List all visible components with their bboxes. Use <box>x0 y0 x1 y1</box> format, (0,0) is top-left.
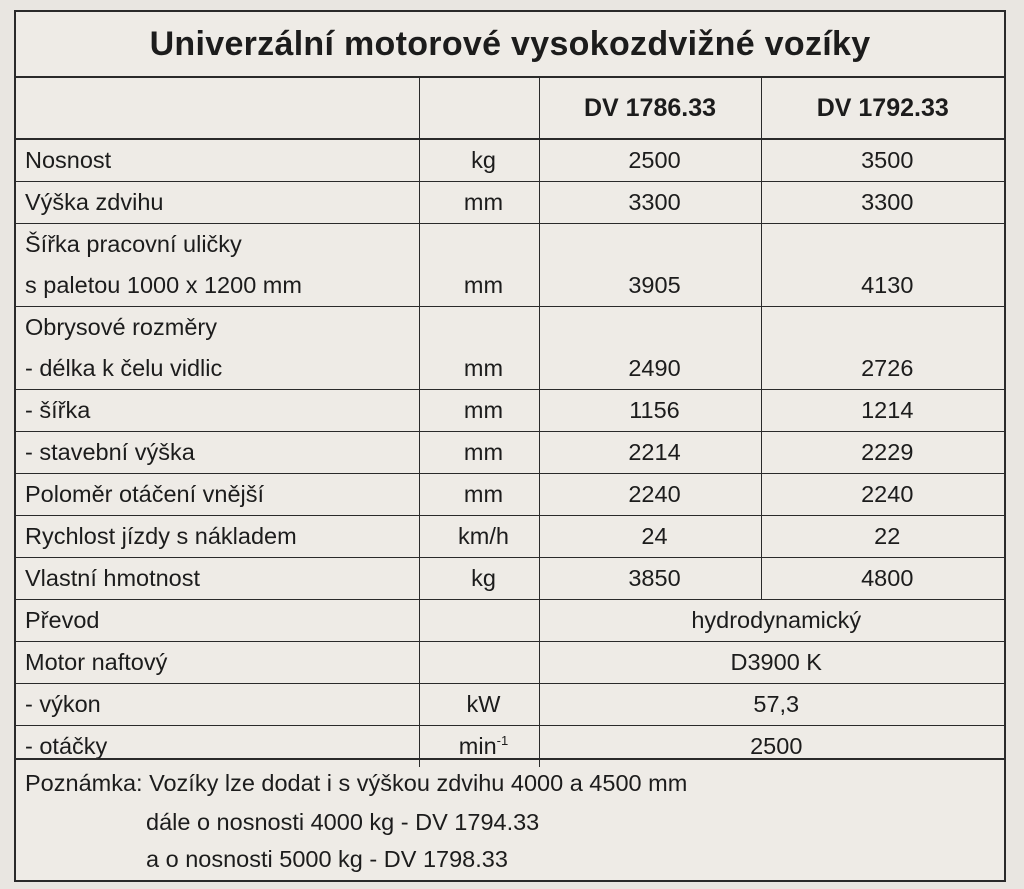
row-value-a: 24 <box>539 516 761 558</box>
row-value-b: 3300 <box>761 182 1004 224</box>
row-value-b <box>761 224 1004 266</box>
row-value-a: 2490 <box>539 348 761 390</box>
row-unit <box>419 224 539 266</box>
header-label-cell <box>16 78 419 139</box>
row-label: Motor naftový <box>16 642 419 684</box>
row-label: - délka k čelu vidlic <box>16 348 419 390</box>
row-unit <box>419 307 539 349</box>
row-value-a: 2240 <box>539 474 761 516</box>
header-unit-cell <box>419 78 539 139</box>
spec-sheet <box>14 10 1006 882</box>
header-model-a: DV 1786.33 <box>539 78 761 139</box>
row-value-a: 3905 <box>539 265 761 307</box>
table-row <box>16 684 1004 726</box>
footnote <box>16 758 1004 882</box>
table-row <box>16 516 1004 558</box>
table-row <box>16 474 1004 516</box>
table-row <box>16 182 1004 224</box>
row-value-b: 2726 <box>761 348 1004 390</box>
row-value-shared: 2500 <box>539 726 1004 768</box>
row-unit: mm <box>419 265 539 307</box>
row-value-b <box>761 307 1004 349</box>
row-unit <box>419 600 539 642</box>
row-value-a <box>539 224 761 266</box>
row-value-b: 1214 <box>761 390 1004 432</box>
row-unit: mm <box>419 348 539 390</box>
row-label: Šířka pracovní uličky <box>16 224 419 266</box>
row-value-b: 4800 <box>761 558 1004 600</box>
footnote-line: dále o nosnosti 4000 kg - DV 1794.33 <box>146 809 540 835</box>
row-label: Poloměr otáčení vnější <box>16 474 419 516</box>
row-value-a: 2500 <box>539 139 761 182</box>
row-unit: kg <box>419 558 539 600</box>
table-row <box>16 307 1004 349</box>
row-unit: km/h <box>419 516 539 558</box>
row-label: Nosnost <box>16 139 419 182</box>
table-row <box>16 348 1004 390</box>
row-value-b: 3500 <box>761 139 1004 182</box>
row-unit-base: min <box>458 733 497 759</box>
row-value-shared: 57,3 <box>539 684 1004 726</box>
table-row <box>16 390 1004 432</box>
row-label: - výkon <box>16 684 419 726</box>
row-unit: mm <box>419 390 539 432</box>
row-unit: kg <box>419 139 539 182</box>
row-unit: kW <box>419 684 539 726</box>
row-value-a: 3300 <box>539 182 761 224</box>
table-header-row <box>16 78 1004 139</box>
row-label: Výška zdvihu <box>16 182 419 224</box>
row-value-b: 22 <box>761 516 1004 558</box>
row-unit-exponent: -1 <box>496 733 509 748</box>
row-unit: mm <box>419 432 539 474</box>
row-label: Vlastní hmotnost <box>16 558 419 600</box>
row-label: - šířka <box>16 390 419 432</box>
row-value-b: 2229 <box>761 432 1004 474</box>
row-value-a: 2214 <box>539 432 761 474</box>
table-row <box>16 642 1004 684</box>
row-value-a: 3850 <box>539 558 761 600</box>
page-title: Univerzální motorové vysokozdvižné vozíky <box>16 12 1004 78</box>
footnote-line: a o nosnosti 5000 kg - DV 1798.33 <box>146 846 508 872</box>
row-value-a <box>539 307 761 349</box>
header-model-b: DV 1792.33 <box>761 78 1004 139</box>
row-unit <box>419 642 539 684</box>
table-row <box>16 558 1004 600</box>
spec-table <box>16 78 1004 767</box>
row-value-shared: D3900 K <box>539 642 1004 684</box>
row-label: Převod <box>16 600 419 642</box>
row-label: - otáčky <box>16 726 419 768</box>
row-value-shared: hydrodynamický <box>539 600 1004 642</box>
table-row <box>16 265 1004 307</box>
row-value-b: 2240 <box>761 474 1004 516</box>
row-value-b: 4130 <box>761 265 1004 307</box>
table-row <box>16 600 1004 642</box>
table-row <box>16 224 1004 266</box>
row-label: - stavební výška <box>16 432 419 474</box>
row-unit: mm <box>419 474 539 516</box>
footnote-line: Poznámka: Vozíky lze dodat i s výškou zdvihu 4000 a 4500 mm <box>25 770 688 796</box>
row-label: s paletou 1000 x 1200 mm <box>16 265 419 307</box>
row-unit: mm <box>419 182 539 224</box>
row-label: Rychlost jízdy s nákladem <box>16 516 419 558</box>
table-row <box>16 432 1004 474</box>
table-row <box>16 139 1004 182</box>
row-label: Obrysové rozměry <box>16 307 419 349</box>
row-value-a: 1156 <box>539 390 761 432</box>
